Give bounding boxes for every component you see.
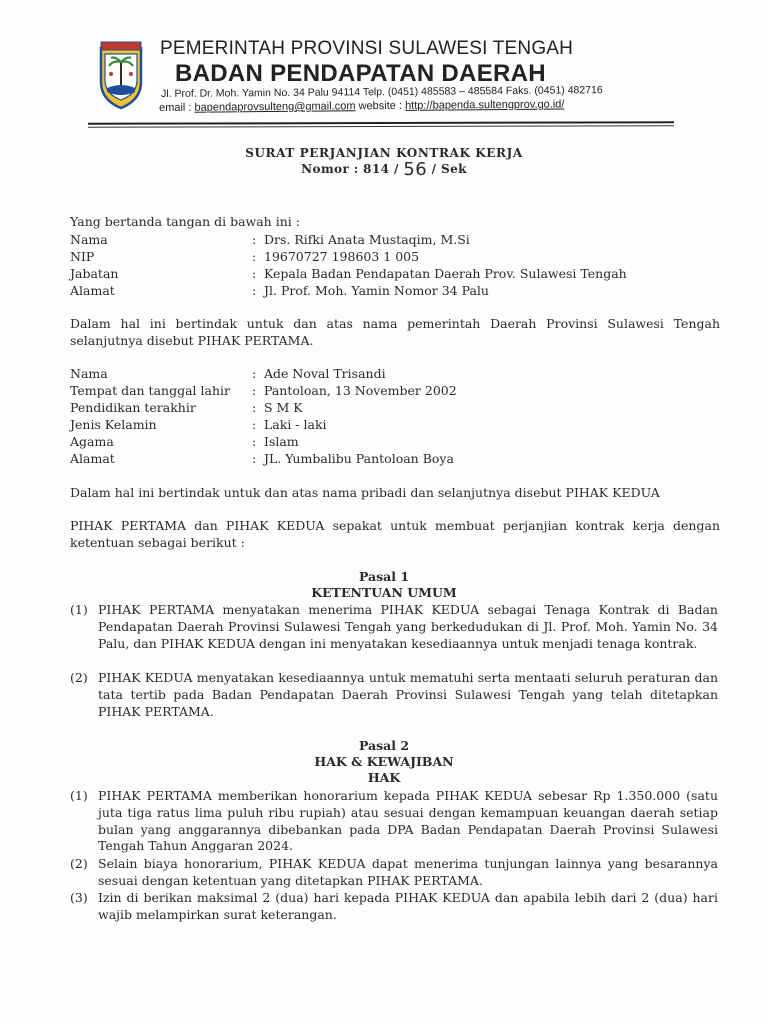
field-label: Nama <box>70 232 108 247</box>
letter-number-prefix: Nomor : 814 / <box>301 162 399 176</box>
field-separator: : <box>252 266 257 281</box>
letter-number <box>0 160 768 178</box>
field-value: JL. Yumbalibu Pantoloan Boya <box>264 451 454 466</box>
item-number: (3) <box>70 890 88 905</box>
first-party-name-row <box>70 232 710 249</box>
field-value: Ade Noval Trisandi <box>264 366 386 381</box>
field-separator: : <box>252 383 257 398</box>
website-label: website : <box>358 99 403 113</box>
letterhead-divider <box>88 121 674 125</box>
field-separator: : <box>252 249 257 264</box>
field-label: Alamat <box>70 283 115 298</box>
first-party-position-row <box>70 266 710 283</box>
field-separator: : <box>252 366 257 381</box>
field-value: Kepala Badan Pendapatan Daerah Prov. Sulawesi Tengah <box>264 266 627 281</box>
website-link[interactable]: http://bapenda.sultengprov.go.id/ <box>404 98 565 112</box>
second-party-address-row <box>70 451 710 468</box>
item-text: Selain biaya honorarium, PIHAK KEDUA dapat menerima tunjungan lainnya yang besarannya sesuai dengan ketentuan yang ditetapkan PIHAK PERTAMA. <box>98 856 718 888</box>
field-label: Tempat dan tanggal lahir <box>70 383 230 398</box>
field-value: Islam <box>264 434 299 449</box>
first-party-nip-row <box>70 249 710 266</box>
field-value: Jl. Prof. Moh. Yamin Nomor 34 Palu <box>264 283 489 298</box>
pasal-1-heading: KETENTUAN UMUM <box>311 585 457 600</box>
field-label: Alamat <box>70 451 115 466</box>
field-label: Nama <box>70 366 108 381</box>
item-text: PIHAK PERTAMA menyatakan menerima PIHAK KEDUA sebagai Tenaga Kontrak di Badan Pendapatan Daerah Provinsi Sulawesi Tengah yang berkedudukan di Jl. Prof. Moh. Yamin No. 34 Palu, dan PIHAK KEDUA dengan ini menyatakan kesediaannya untuk menjadi tenaga kontrak. <box>98 602 718 651</box>
field-label: Pendidikan terakhir <box>70 400 196 415</box>
field-separator: : <box>252 434 257 449</box>
pasal-2-title: Pasal 2 <box>358 738 410 753</box>
field-separator: : <box>252 400 257 415</box>
field-value: 19670727 198603 1 005 <box>264 249 420 264</box>
email-label: email : <box>159 101 192 114</box>
agreement-text: PIHAK PERTAMA dan PIHAK KEDUA sepakat untuk membuat perjanjian kontrak kerja dengan ketentuan sebagai berikut : <box>70 518 720 550</box>
intro-text: Yang bertanda tangan di bawah ini : <box>70 214 300 229</box>
item-number: (2) <box>70 856 88 871</box>
field-label: NIP <box>70 249 95 264</box>
item-text: PIHAK PERTAMA memberikan honorarium kepada PIHAK KEDUA sebesar Rp 1.350.000 (satu juta tiga ratus lima puluh ribu rupiah) atau sesuai dengan kemampuan keuangan daerah setiap bulan yang anggarannya dibebankan pada DPA Badan Pendapatan Daerah Provinsi Sulawesi Tengah Tahun Anggaran 2024. <box>98 788 718 854</box>
second-party-gender-row <box>70 417 710 434</box>
item-number: (1) <box>70 602 88 617</box>
second-party-name-row <box>70 366 710 383</box>
field-separator: : <box>252 417 257 432</box>
item-number: (1) <box>70 788 88 803</box>
agency-address: Jl. Prof. Dr. Moh. Yamin No. 34 Palu 94114 Telp. (0451) 485583 – 485584 Faks. (0451) 482716 <box>161 84 603 100</box>
letterhead-divider-thin <box>88 125 674 128</box>
field-value: Drs. Rifki Anata Mustaqim, M.Si <box>264 232 470 247</box>
second-party-religion-row <box>70 434 710 451</box>
agency-contact <box>159 98 565 114</box>
first-party-address-row <box>70 283 710 300</box>
letterhead <box>95 38 665 123</box>
handwritten-number: 56 <box>403 159 428 180</box>
item-number: (2) <box>70 670 88 685</box>
field-value: S M K <box>264 400 303 415</box>
field-label: Jenis Kelamin <box>70 417 157 432</box>
province-emblem-logo <box>97 40 145 110</box>
field-label: Agama <box>70 434 114 449</box>
first-party-statement: Dalam hal ini bertindak untuk dan atas nama pemerintah Daerah Provinsi Sulawesi Tengah selanjutnya disebut PIHAK PERTAMA. <box>70 316 720 348</box>
second-party-education-row <box>70 400 710 417</box>
field-label: Jabatan <box>70 266 119 281</box>
field-separator: : <box>252 451 257 466</box>
letter-number-suffix: / Sek <box>431 162 467 176</box>
agency-name: BADAN PENDAPATAN DAERAH <box>175 60 546 87</box>
pasal-1-title: Pasal 1 <box>358 569 410 584</box>
second-party-statement: Dalam hal ini bertindak untuk dan atas nama pribadi dan selanjutnya disebut PIHAK KEDUA <box>70 485 660 500</box>
email-link[interactable]: bapendaprovsulteng@gmail.com <box>194 100 356 114</box>
field-value: Laki - laki <box>264 417 327 432</box>
pasal-2-heading: HAK & KEWAJIBAN <box>314 754 454 769</box>
letter-title: SURAT PERJANJIAN KONTRAK KERJA <box>245 146 523 160</box>
field-separator: : <box>252 232 257 247</box>
item-text: PIHAK KEDUA menyatakan kesediaannya untuk mematuhi serta mentaati seluruh peraturan dan tata tertib pada Badan Pendapatan Daerah Provinsi Sulawesi Tengah yang telah ditetapkan PIHAK PERTAMA. <box>98 670 718 719</box>
field-value: Pantoloan, 13 November 2002 <box>264 383 457 398</box>
field-separator: : <box>252 283 257 298</box>
second-party-birth-row <box>70 383 710 400</box>
government-name: PEMERINTAH PROVINSI SULAWESI TENGAH <box>160 38 574 59</box>
pasal-2-subheading: HAK <box>367 770 401 785</box>
item-text: Izin di berikan maksimal 2 (dua) hari kepada PIHAK KEDUA dan apabila lebih dari 2 (dua) hari wajib melampirkan surat keterangan. <box>98 890 718 922</box>
